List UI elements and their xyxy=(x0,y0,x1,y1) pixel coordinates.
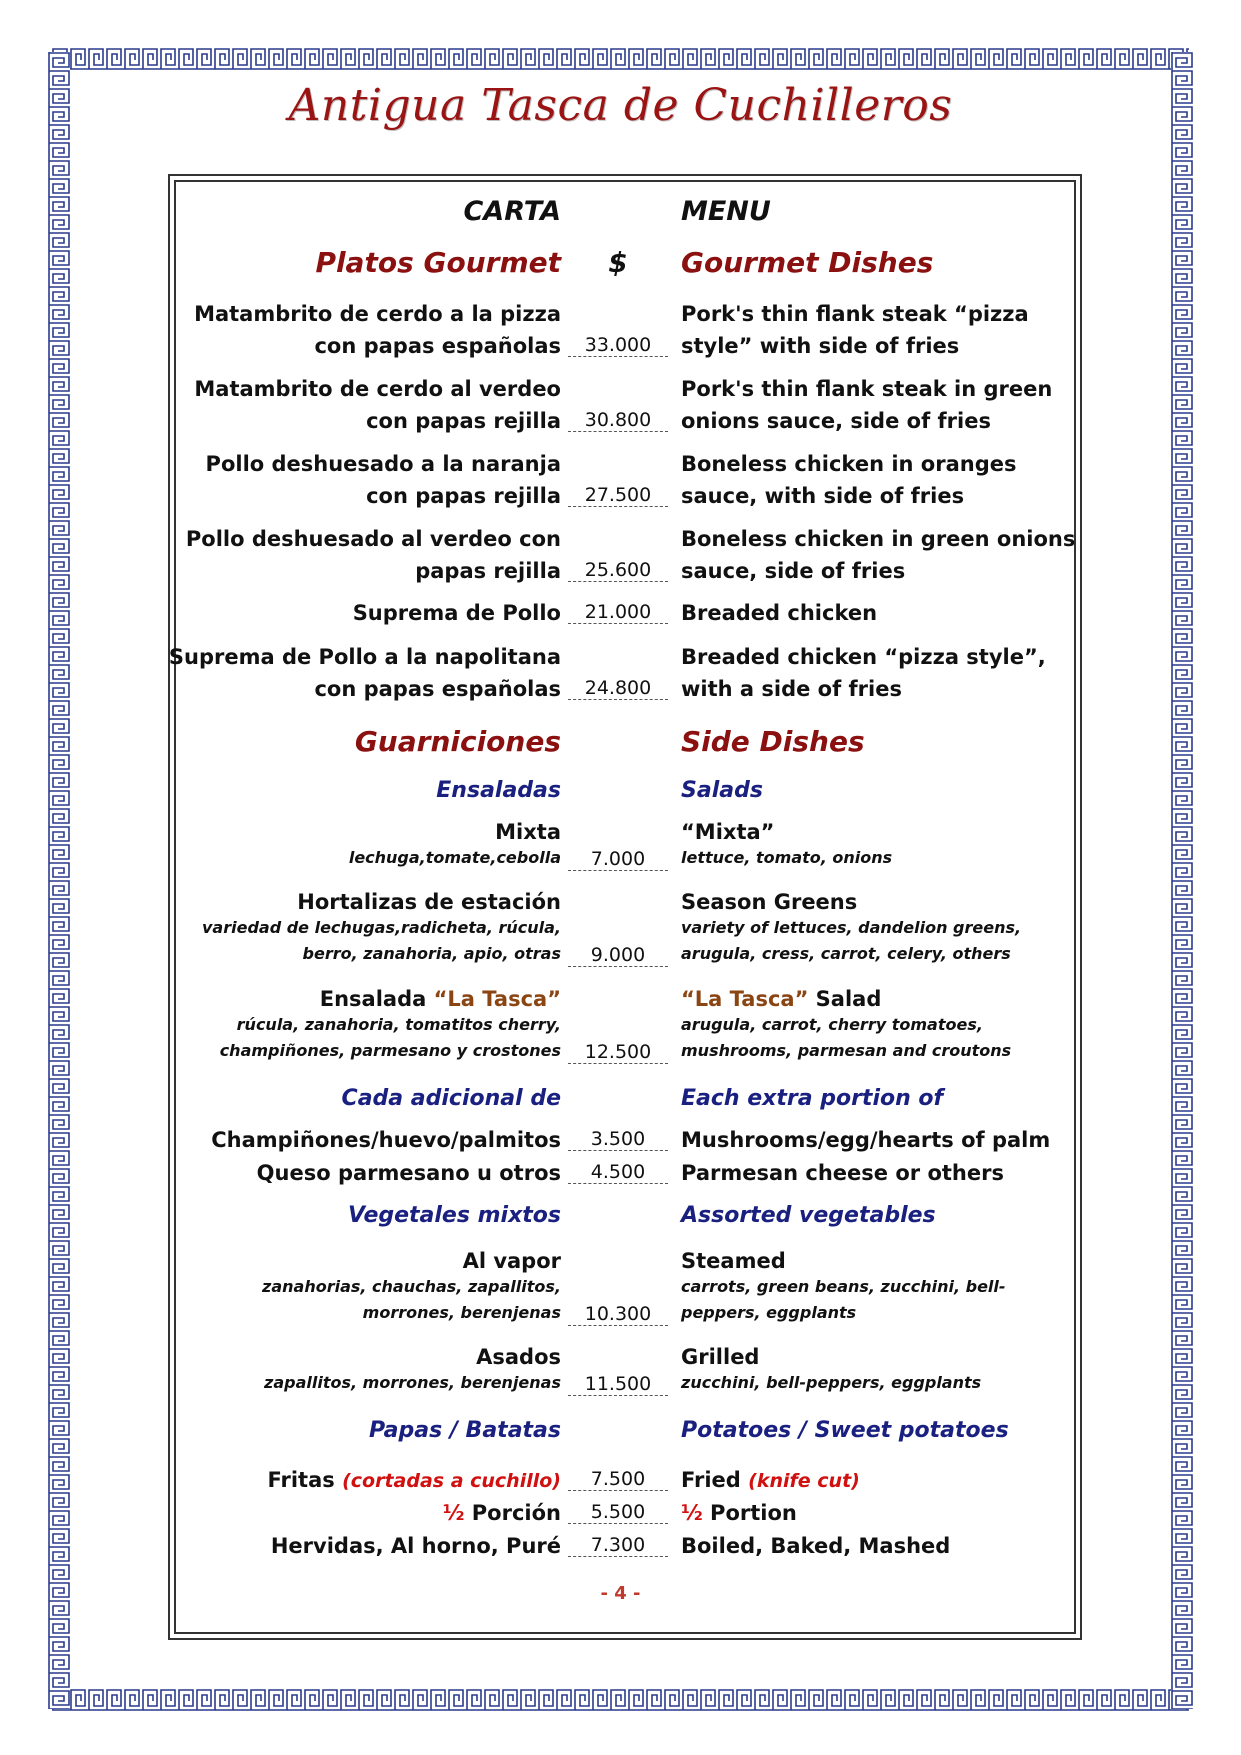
decorative-border-bottom xyxy=(52,1689,1189,1711)
half-symbol: ½ xyxy=(442,1501,465,1525)
salad-desc-es: berro, zanahoria, apio, otras xyxy=(302,944,561,963)
la-tasca-highlight: “La Tasca” xyxy=(681,987,809,1011)
extra-name-es: Champiñones/huevo/palmitos xyxy=(211,1128,561,1152)
potato-name-en: Fried (knife cut) xyxy=(681,1468,860,1492)
salad-name-en: Season Greens xyxy=(681,890,858,914)
dish-name-en: Breaded chicken “pizza style”, xyxy=(681,645,1046,669)
dish-side-es: papas rejilla xyxy=(415,559,561,583)
salad-desc-es: variedad de lechugas,radicheta, rúcula, xyxy=(201,918,561,937)
potato-price: 7.300 xyxy=(568,1534,668,1557)
subsection-title-es: Vegetales mixtos xyxy=(348,1203,561,1228)
salad-name-en: “La Tasca” Salad xyxy=(681,987,882,1011)
dish-name-es: Matambrito de cerdo a la pizza xyxy=(194,302,561,326)
dish-name-es: Pollo deshuesado al verdeo con xyxy=(185,527,561,551)
section-title-en: Side Dishes xyxy=(681,725,865,758)
potato-name-en: Boiled, Baked, Mashed xyxy=(681,1534,951,1558)
knife-cut-note-es: (cortadas a cuchillo) xyxy=(342,1470,561,1492)
dish-price: 33.000 xyxy=(568,334,668,357)
dish-name-en: Boneless chicken in green onions xyxy=(681,527,1076,551)
subsection-title-en: Assorted vegetables xyxy=(681,1203,936,1228)
salad-price: 7.000 xyxy=(568,848,668,871)
dish-name-es: Pollo deshuesado a la naranja xyxy=(205,452,561,476)
salad-price: 9.000 xyxy=(568,944,668,967)
veg-desc-es: zapallitos, morrones, berenjenas xyxy=(264,1373,561,1392)
section-title-es: Guarniciones xyxy=(354,725,561,758)
decorative-border-right xyxy=(1171,52,1193,1709)
dish-name-en: Boneless chicken in oranges xyxy=(681,452,1017,476)
subsection-title-es: Ensaladas xyxy=(436,778,561,803)
subsection-title-es: Cada adicional de xyxy=(341,1086,561,1111)
salad-desc-en: lettuce, tomato, onions xyxy=(681,848,893,867)
dish-side-es: con papas rejilla xyxy=(366,484,561,508)
page-number: - 4 - xyxy=(600,1583,641,1604)
salad-desc-es: champiñones, parmesano y crostones xyxy=(219,1041,561,1060)
dish-side-en: sauce, with side of fries xyxy=(681,484,965,508)
salad-name-es: Hortalizas de estación xyxy=(297,890,561,914)
salad-desc-en: arugula, carrot, cherry tomatoes, xyxy=(681,1015,983,1034)
potato-price: 5.500 xyxy=(568,1501,668,1524)
dish-price: 30.800 xyxy=(568,409,668,432)
restaurant-title: Antigua Tasca de Cuchilleros xyxy=(288,80,953,131)
half-symbol: ½ xyxy=(681,1501,703,1525)
extra-price: 4.500 xyxy=(568,1161,668,1184)
veg-desc-en: carrots, green beans, zucchini, bell- xyxy=(681,1277,1006,1296)
veg-price: 10.300 xyxy=(568,1303,668,1326)
salad-desc-en: mushrooms, parmesan and croutons xyxy=(681,1041,1012,1060)
decorative-border-top xyxy=(52,48,1189,70)
currency-symbol: $ xyxy=(608,246,628,279)
potato-name-es: ½ Porción xyxy=(442,1501,561,1525)
extra-name-en: Parmesan cheese or others xyxy=(681,1161,1004,1185)
extra-name-en: Mushrooms/egg/hearts of palm xyxy=(681,1128,1051,1152)
header-carta: CARTA xyxy=(463,196,561,227)
section-title-en: Gourmet Dishes xyxy=(681,246,934,279)
salad-name-es: Mixta xyxy=(495,820,561,844)
dish-price: 25.600 xyxy=(568,559,668,582)
potato-name-es: Fritas (cortadas a cuchillo) xyxy=(267,1468,561,1492)
veg-name-en: Grilled xyxy=(681,1345,760,1369)
veg-name-es: Asados xyxy=(476,1345,561,1369)
extra-name-es: Queso parmesano u otros xyxy=(256,1161,561,1185)
subsection-title-es: Papas / Batatas xyxy=(368,1418,561,1443)
dish-side-en: sauce, side of fries xyxy=(681,559,906,583)
subsection-title-en: Salads xyxy=(681,778,763,803)
dish-price: 21.000 xyxy=(568,601,668,624)
salad-price: 12.500 xyxy=(568,1041,668,1064)
dish-name-es: Matambrito de cerdo al verdeo xyxy=(194,377,561,401)
salad-name-es: Ensalada “La Tasca” xyxy=(319,987,561,1011)
dish-name-es: Suprema de Pollo a la napolitana xyxy=(168,645,561,669)
dish-name-en: Pork's thin flank steak “pizza xyxy=(681,302,1029,326)
dish-name-es: Suprema de Pollo xyxy=(352,601,561,625)
dish-side-en: with a side of fries xyxy=(681,677,902,701)
veg-desc-es: zanahorias, chauchas, zapallitos, xyxy=(262,1277,561,1296)
salad-desc-en: variety of lettuces, dandelion greens, xyxy=(681,918,1022,937)
dish-price: 24.800 xyxy=(568,677,668,700)
dish-price: 27.500 xyxy=(568,484,668,507)
knife-cut-note-en: (knife cut) xyxy=(748,1470,860,1492)
extra-price: 3.500 xyxy=(568,1128,668,1151)
dish-side-en: style” with side of fries xyxy=(681,334,960,358)
dish-side-en: onions sauce, side of fries xyxy=(681,409,991,433)
potato-name-en: ½ Portion xyxy=(681,1501,797,1525)
veg-desc-en: zucchini, bell-peppers, eggplants xyxy=(681,1373,982,1392)
veg-name-en: Steamed xyxy=(681,1249,786,1273)
potato-price: 7.500 xyxy=(568,1468,668,1491)
dish-side-es: con papas españolas xyxy=(314,677,561,701)
section-title-es: Platos Gourmet xyxy=(315,246,561,279)
subsection-title-en: Each extra portion of xyxy=(681,1086,944,1111)
veg-name-es: Al vapor xyxy=(462,1249,561,1273)
potato-name-es: Hervidas, Al horno, Puré xyxy=(270,1534,561,1558)
subsection-title-en: Potatoes / Sweet potatoes xyxy=(681,1418,1009,1443)
dish-name-en: Breaded chicken xyxy=(681,601,878,625)
header-menu: MENU xyxy=(681,196,771,227)
dish-side-es: con papas españolas xyxy=(314,334,561,358)
veg-price: 11.500 xyxy=(568,1373,668,1396)
dish-name-en: Pork's thin flank steak in green xyxy=(681,377,1053,401)
decorative-border-left xyxy=(48,52,70,1709)
veg-desc-es: morrones, berenjenas xyxy=(362,1303,561,1322)
salad-desc-es: rúcula, zanahoria, tomatitos cherry, xyxy=(236,1015,561,1034)
salad-name-en: “Mixta” xyxy=(681,820,775,844)
la-tasca-highlight: “La Tasca” xyxy=(433,987,561,1011)
salad-desc-en: arugula, cress, carrot, celery, others xyxy=(681,944,1011,963)
salad-desc-es: lechuga,tomate,cebolla xyxy=(348,848,561,867)
dish-side-es: con papas rejilla xyxy=(366,409,561,433)
veg-desc-en: peppers, eggplants xyxy=(681,1303,857,1322)
